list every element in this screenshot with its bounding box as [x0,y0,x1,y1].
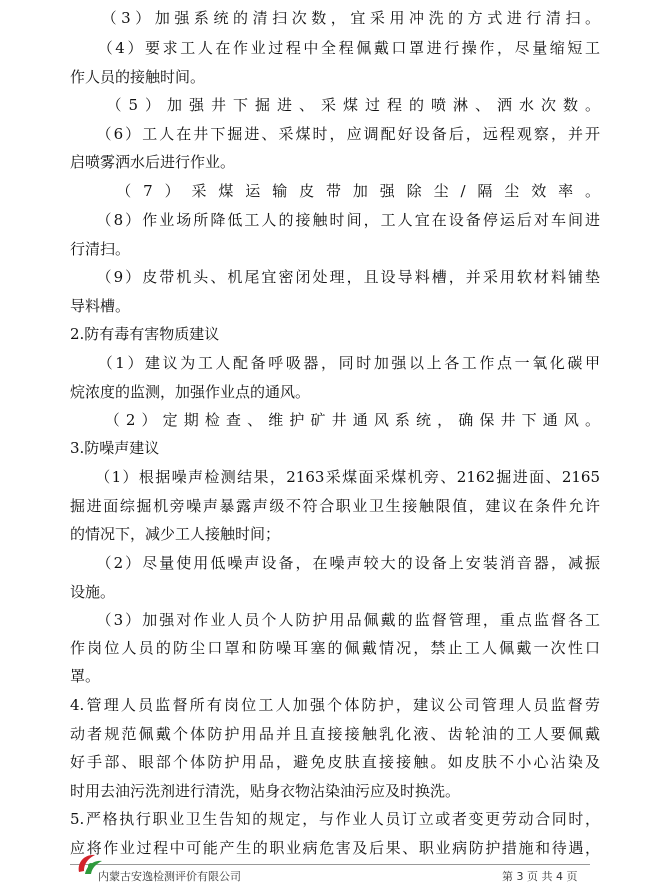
text-line: 作岗位人员的防尘口罩和防噪耳塞的佩戴情况，禁止工人佩戴一次性口 [70,639,600,657]
text-line: 应将作业过程中可能产生的职业病危害及后果、职业病防护措施和待遇， [70,839,600,857]
text-line: （3）加强系统的清扫次数，宜采用冲洗的方式进行清扫。 [70,9,600,27]
text-line: （4）要求工人在作业过程中全程佩戴口罩进行操作，尽量缩短工 [70,39,600,57]
text-line: （8）作业场所降低工人的接触时间，工人宜在设备停运后对车间进 [70,211,600,229]
text-line: 导料槽。 [70,297,131,315]
text-line: （7）采煤运输皮带加强除尘/隔尘效率。 [70,182,600,200]
text-line: （6）工人在井下掘进、采煤时，应调配好设备后，远程观察，并开 [70,125,600,143]
text-line: 4.管理人员监督所有岗位工人加强个体防护，建议公司管理人员监督劳 [70,696,600,714]
text-line: （9）皮带机头、机尾宜密闭处理，且设导料槽，并采用软材料铺垫 [70,268,600,286]
text-line: 时用去油污洗剂进行清洗，贴身衣物沾染油污应及时换洗。 [70,782,461,800]
text-line: 烷浓度的监测，加强作业点的通风。 [70,383,311,401]
company-name: 内蒙古安逸检测评价有限公司 [98,870,241,883]
text-line: 行清扫。 [70,240,131,258]
page-number: 第 3 页 共 4 页 [502,870,578,883]
text-line: 好手部、眼部个体防护用品，避免皮肤直接接触。如皮肤不小心沾染及 [70,753,600,771]
text-line: （2）定期检查、维护矿井通风系统，确保井下通风。 [70,411,600,429]
text-line: 5.严格执行职业卫生告知的规定，与作业人员订立或者变更劳动合同时， [70,810,600,828]
text-line: 掘进面综掘机旁噪声暴露声级不符合职业卫生接触限值，建议在条件允许 [70,497,600,515]
section-heading: 3.防噪声建议 [70,439,160,457]
text-line: （1）建议为工人配备呼吸器，同时加强以上各工作点一氧化碳甲 [70,354,600,372]
text-line: 启喷雾洒水后进行作业。 [70,153,236,171]
footer-divider [70,864,590,865]
text-line: 设施。 [70,583,116,601]
text-line: （2）尽量使用低噪声设备，在噪声较大的设备上安装消音器，减振 [70,554,600,572]
text-line: 动者规范佩戴个体防护用品并且直接接触乳化液、齿轮油的工人要佩戴 [70,725,600,743]
text-line: （1）根据噪声检测结果，2163采煤面采煤机旁、2162掘进面、2165 [70,468,600,486]
text-line: 的情况下，减少工人接触时间； [70,525,281,543]
section-heading: 2.防有毒有害物质建议 [70,325,220,343]
text-line: （3）加强对作业人员个人防护用品佩戴的监督管理，重点监督各工 [70,611,600,629]
text-line: 罩。 [70,667,101,685]
text-line: （5）加强井下掘进、采煤过程的喷淋、洒水次数。 [70,96,600,114]
text-line: 作人员的接触时间。 [70,68,206,86]
page-footer [0,850,659,891]
